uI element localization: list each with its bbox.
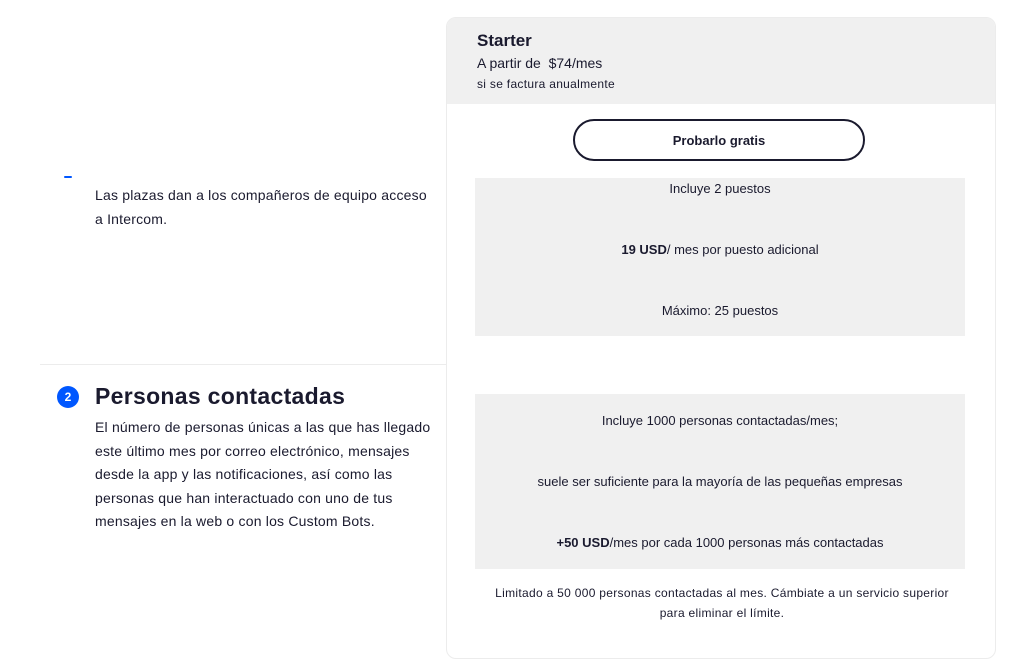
section-title: Personas contactadas: [95, 383, 346, 409]
seats-extra: [475, 242, 965, 257]
seats-extra-label: / mes por puesto adicional: [666, 242, 819, 257]
seats-description: Las plazas dan a los compañeros de equipo acceso a Intercom.: [95, 187, 427, 227]
contacts-extra-label: /mes por cada 1000 personas más contactadas: [609, 535, 884, 550]
contacts-info: [475, 394, 965, 569]
plan-header: [447, 18, 995, 104]
try-free-button[interactable]: Probarlo gratis: [573, 119, 865, 161]
contacts-typical: suele ser suficiente para la mayoría de las pequeñas empresas: [537, 474, 903, 489]
seats-max: Máximo: 25 puestos: [661, 303, 779, 318]
plan-price: A partir de $74/mes: [477, 55, 603, 71]
plan-name: Starter: [477, 31, 532, 50]
contacts-extra-price: +50 USD: [556, 535, 610, 550]
plan-card-starter: [446, 17, 996, 659]
section-badge-partial: [64, 176, 72, 178]
contacts-description: El número de personas únicas a las que has llegado este último mes por correo electrónico, mensajes desde la app y las notificaciones, así como las personas que han interactuado con uno de tus mensajes en la web o con los Custom Bots.: [95, 419, 431, 529]
contacts-limit-note: Limitado a 50 000 personas contactadas al mes. Cámbiate a un servicio superior para eliminar el límite.: [495, 586, 949, 620]
section-number-badge: 2: [57, 386, 79, 408]
plan-billing: si se factura anualmente: [477, 77, 615, 91]
contacts-included: Incluye 1000 personas contactadas/mes;: [601, 413, 839, 428]
seats-info: [475, 178, 965, 336]
contacts-extra: [475, 535, 965, 550]
seats-included: Incluye 2 puestos: [669, 181, 771, 196]
seats-extra-price: 19 USD: [621, 242, 667, 257]
